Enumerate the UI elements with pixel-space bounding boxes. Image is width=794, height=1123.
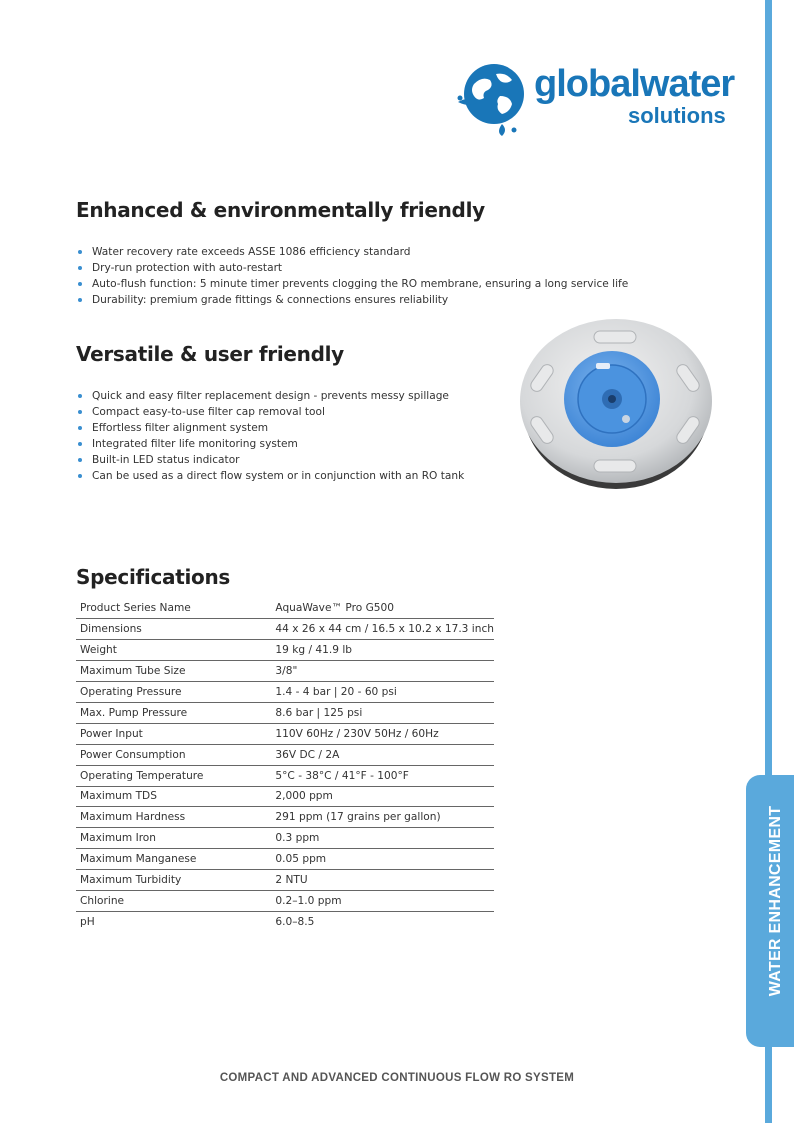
category-tab-label: WATER ENHANCEMENT	[767, 805, 784, 997]
list-item: Water recovery rate exceeds ASSE 1086 efficiency standard	[78, 244, 628, 260]
spec-value: 3/8"	[271, 661, 494, 682]
list-item: Compact easy-to-use filter cap removal tool	[78, 404, 464, 420]
list-item: Integrated filter life monitoring system	[78, 436, 464, 452]
table-row	[76, 598, 494, 619]
spec-value: 2 NTU	[271, 870, 494, 891]
spec-value: 0.2–1.0 ppm	[271, 890, 494, 911]
brand-name-secondary: solutions	[628, 103, 726, 128]
spec-label: Weight	[76, 640, 271, 661]
spec-label: Chlorine	[76, 890, 271, 911]
spec-label: Maximum Manganese	[76, 849, 271, 870]
list-item: Built-in LED status indicator	[78, 452, 464, 468]
list-item: Auto-flush function: 5 minute timer prevents clogging the RO membrane, ensuring a long service life	[78, 276, 628, 292]
spec-value: 36V DC / 2A	[271, 744, 494, 765]
table-row	[76, 765, 494, 786]
category-tab	[746, 775, 794, 1047]
spec-value: 110V 60Hz / 230V 50Hz / 60Hz	[271, 723, 494, 744]
section-title-environment: Enhanced & environmentally friendly	[76, 198, 485, 222]
table-row	[76, 723, 494, 744]
spec-label: Product Series Name	[76, 598, 271, 619]
specifications-title: Specifications	[76, 565, 231, 589]
spec-label: Dimensions	[76, 619, 271, 640]
spec-value: AquaWave™ Pro G500	[271, 598, 494, 619]
list-item: Effortless filter alignment system	[78, 420, 464, 436]
spec-label: Power Input	[76, 723, 271, 744]
spec-label: Maximum Iron	[76, 828, 271, 849]
table-row	[76, 702, 494, 723]
table-row	[76, 849, 494, 870]
spec-label: Operating Pressure	[76, 682, 271, 703]
versatile-feature-list	[78, 388, 464, 484]
environment-feature-list	[78, 244, 628, 308]
brand-name-primary: globalwater	[534, 63, 735, 105]
spec-label: Maximum Tube Size	[76, 661, 271, 682]
spec-label: Operating Temperature	[76, 765, 271, 786]
brand-logo	[452, 58, 742, 138]
spec-value: 8.6 bar | 125 psi	[271, 702, 494, 723]
list-item: Dry-run protection with auto-restart	[78, 260, 628, 276]
spec-value: 5°C - 38°C / 41°F - 100°F	[271, 765, 494, 786]
table-row	[76, 661, 494, 682]
table-row	[76, 890, 494, 911]
list-item: Can be used as a direct flow system or in conjunction with an RO tank	[78, 468, 464, 484]
spec-value: 19 kg / 41.9 lb	[271, 640, 494, 661]
spec-value: 1.4 - 4 bar | 20 - 60 psi	[271, 682, 494, 703]
table-row	[76, 619, 494, 640]
spec-value: 291 ppm (17 grains per gallon)	[271, 807, 494, 828]
spec-value: 6.0–8.5	[275, 916, 315, 929]
spec-value: 0.05 ppm	[271, 849, 494, 870]
spec-value: 44 x 26 x 44 cm / 16.5 x 10.2 x 17.3 inch	[271, 619, 494, 640]
table-row	[76, 828, 494, 849]
list-item: Durability: premium grade fittings & connections ensures reliability	[78, 292, 628, 308]
spec-value: 2,000 ppm	[271, 786, 494, 807]
table-row	[76, 911, 494, 932]
spec-label: Max. Pump Pressure	[76, 702, 271, 723]
spec-label: pH	[80, 916, 95, 929]
list-item: Quick and easy filter replacement design - prevents messy spillage	[78, 388, 464, 404]
spec-label: Maximum TDS	[76, 786, 271, 807]
footer-tagline: COMPACT AND ADVANCED CONTINUOUS FLOW RO SYSTEM	[219, 1072, 575, 1084]
table-row	[76, 744, 494, 765]
table-row	[76, 640, 494, 661]
spec-value: 0.3 ppm	[271, 828, 494, 849]
spec-label: Maximum Hardness	[76, 807, 271, 828]
table-row	[76, 807, 494, 828]
specifications-table	[76, 598, 494, 932]
table-row	[76, 870, 494, 891]
spec-label: Maximum Turbidity	[76, 870, 271, 891]
globe-icon	[452, 58, 536, 138]
table-row	[76, 682, 494, 703]
table-row	[76, 786, 494, 807]
section-title-versatile: Versatile & user friendly	[76, 342, 344, 366]
product-image	[516, 315, 716, 500]
spec-label: Power Consumption	[76, 744, 271, 765]
